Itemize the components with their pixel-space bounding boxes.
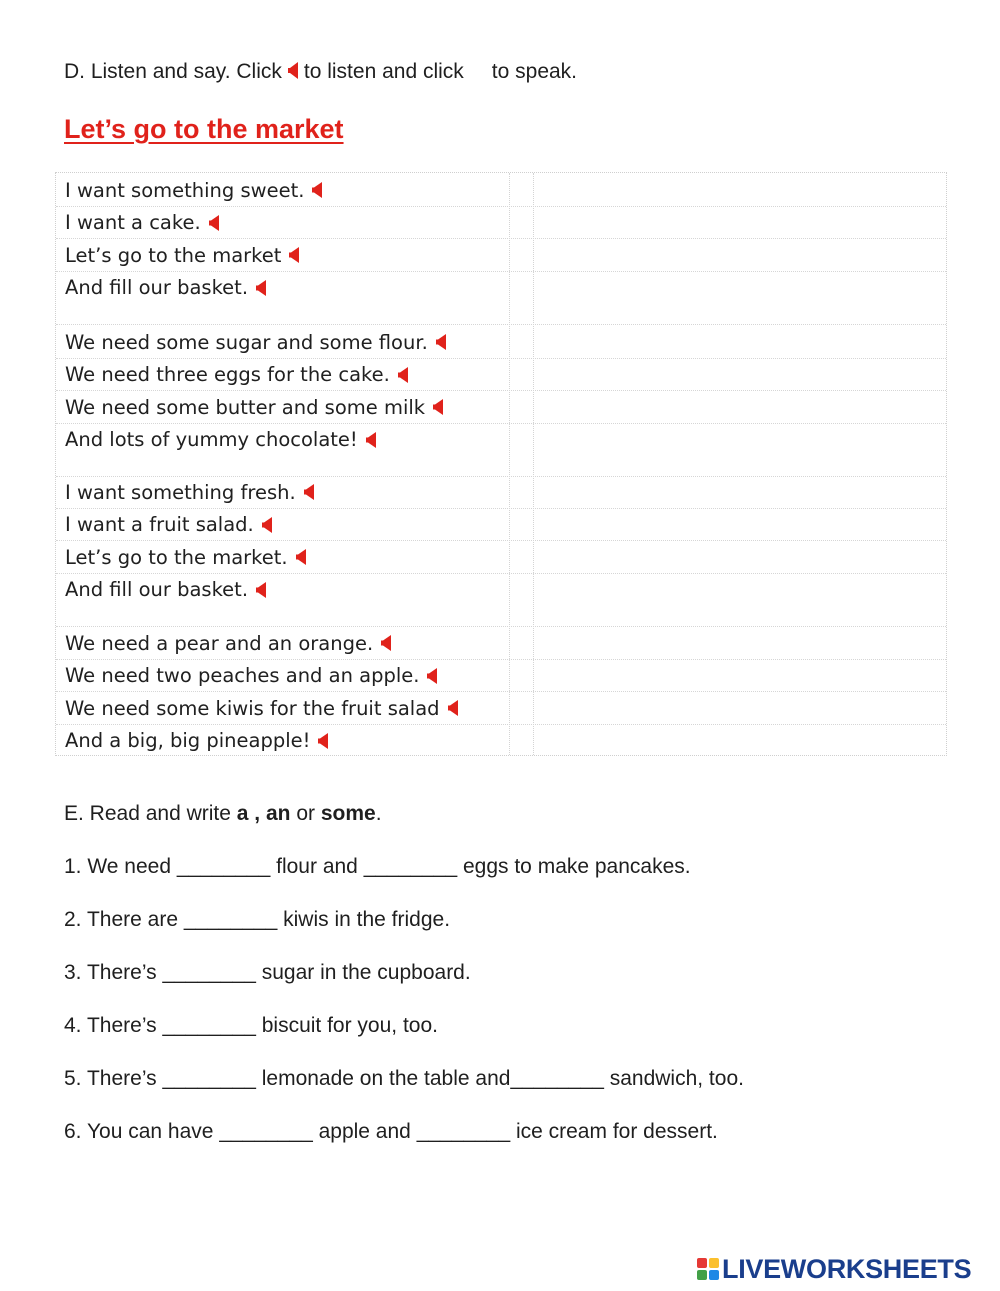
- answer-blank[interactable]: ________: [183, 908, 278, 931]
- song-row: [56, 573, 946, 628]
- exercise-text: 2. There are: [64, 908, 184, 931]
- song-line-text: We need a pear and an orange.: [65, 631, 374, 655]
- exercise-text: sugar in the cupboard.: [255, 961, 471, 984]
- song-line: [65, 576, 266, 604]
- song-line-text: We need some sugar and some flour.: [65, 330, 428, 354]
- exercise-text: 1. We need: [64, 855, 177, 878]
- exercise-text: lemonade on the table and: [255, 1067, 511, 1090]
- exercise-text: 6. You can have: [64, 1120, 220, 1143]
- speaker-icon[interactable]: [304, 484, 314, 500]
- exercise-sentence: [64, 1120, 718, 1144]
- song-row: [56, 540, 946, 574]
- song-line-text: I want something sweet.: [65, 178, 305, 202]
- speaker-icon[interactable]: [433, 399, 443, 415]
- song-line: [65, 662, 437, 690]
- song-line-text: We need three eggs for the cake.: [65, 363, 390, 386]
- song-line-text: We need some butter and some milk: [65, 395, 426, 419]
- exercise-text: ice cream for dessert.: [510, 1120, 718, 1143]
- song-line-text: I want a fruit salad.: [65, 513, 254, 536]
- song-line-text: I want something fresh.: [65, 480, 296, 504]
- song-line: [65, 511, 272, 539]
- song-line: [65, 209, 219, 237]
- speaker-icon[interactable]: [256, 280, 266, 296]
- song-line-text: Let’s go to the market: [65, 243, 282, 267]
- speaker-icon[interactable]: [296, 549, 306, 565]
- answer-blank[interactable]: ________: [510, 1067, 604, 1090]
- exercise-text: kiwis in the fridge.: [277, 908, 451, 931]
- answer-blank[interactable]: ________: [176, 855, 271, 878]
- logo-text: LIVEWORKSHEETS: [722, 1253, 972, 1284]
- song-row: [56, 206, 946, 240]
- section-e-period: .: [375, 802, 382, 825]
- exercise-text: biscuit for you, too.: [255, 1014, 438, 1037]
- speaker-icon[interactable]: [262, 517, 272, 533]
- answer-blank[interactable]: ________: [363, 855, 458, 878]
- section-e-instruction: [64, 802, 382, 826]
- song-line: [65, 274, 266, 302]
- song-table: [55, 172, 947, 756]
- exercise-sentence: [64, 908, 450, 932]
- speaker-icon[interactable]: [256, 582, 266, 598]
- song-title: Let’s go to the market: [64, 114, 344, 144]
- song-line: [65, 629, 391, 657]
- exercise-sentence: [64, 961, 471, 985]
- song-line: [65, 478, 314, 506]
- option-some: some: [320, 802, 376, 825]
- instruction-text-3: to speak.: [491, 60, 578, 83]
- exercise-sentence: [64, 1067, 744, 1091]
- answer-blank[interactable]: ________: [416, 1120, 511, 1143]
- song-row: [56, 508, 946, 542]
- song-row: [56, 325, 946, 359]
- option-or: or: [296, 802, 316, 825]
- song-line: [65, 543, 306, 571]
- option-an: an: [265, 802, 291, 825]
- speaker-icon[interactable]: [398, 367, 408, 383]
- instruction-text-1: D. Listen and say. Click: [64, 60, 282, 83]
- option-a: a ,: [236, 802, 261, 825]
- song-line-text: And fill our basket.: [65, 276, 249, 299]
- speaker-icon[interactable]: [209, 215, 219, 231]
- song-line-text: And lots of yummy chocolate!: [65, 428, 358, 451]
- song-line-text: Let’s go to the market.: [65, 545, 288, 569]
- exercise-text: sandwich, too.: [603, 1067, 744, 1090]
- logo-blocks-icon: [697, 1258, 719, 1280]
- song-line: [65, 426, 376, 454]
- song-row: [56, 626, 946, 660]
- speaker-icon[interactable]: [427, 668, 437, 684]
- song-line: [65, 361, 408, 389]
- exercise-text: eggs to make pancakes.: [457, 855, 691, 878]
- song-line: [65, 328, 446, 356]
- exercise-sentence: [64, 855, 691, 879]
- exercise-text: apple and: [312, 1120, 417, 1143]
- section-e-prefix: E. Read and write: [64, 802, 231, 825]
- song-row: [56, 475, 946, 509]
- speaker-icon[interactable]: [312, 182, 322, 198]
- song-row: [56, 423, 946, 478]
- exercise-text: 3. There’s: [64, 961, 163, 984]
- song-line-text: And a big, big pineapple!: [65, 729, 311, 752]
- song-row: [56, 173, 946, 207]
- exercise-text: 4. There’s: [64, 1014, 163, 1037]
- speaker-icon[interactable]: [289, 247, 299, 263]
- speaker-icon[interactable]: [448, 700, 458, 716]
- song-line: [65, 176, 322, 204]
- exercise-text: 5. There’s: [64, 1067, 163, 1090]
- exercise-text: flour and: [270, 855, 364, 878]
- song-line-text: I want a cake.: [65, 211, 201, 234]
- section-d-instruction: [64, 60, 577, 84]
- speaker-icon[interactable]: [436, 334, 446, 350]
- song-line: [65, 727, 328, 755]
- answer-blank[interactable]: ________: [162, 1067, 256, 1090]
- speaker-icon[interactable]: [381, 635, 391, 651]
- instruction-text-2: to listen and click: [303, 60, 464, 83]
- song-line: [65, 241, 299, 269]
- song-row: [56, 238, 946, 272]
- song-line-text: And fill our basket.: [65, 578, 249, 601]
- speaker-icon[interactable]: [318, 733, 328, 749]
- song-row: [56, 724, 946, 757]
- exercise-sentence: [64, 1014, 438, 1038]
- song-row: [56, 659, 946, 693]
- answer-blank[interactable]: ________: [162, 1014, 256, 1037]
- song-line-text: We need two peaches and an apple.: [65, 664, 420, 687]
- song-row: [56, 358, 946, 392]
- answer-blank[interactable]: ________: [219, 1120, 313, 1143]
- song-row: [56, 691, 946, 725]
- liveworksheets-logo: [697, 1252, 971, 1286]
- speaker-icon[interactable]: [366, 432, 376, 448]
- speaker-icon[interactable]: [288, 62, 298, 79]
- song-row: [56, 271, 946, 326]
- song-row: [56, 390, 946, 424]
- song-line-text: We need some kiwis for the fruit salad: [65, 696, 440, 720]
- answer-blank[interactable]: ________: [162, 961, 256, 984]
- song-line: [65, 694, 458, 722]
- song-line: [65, 393, 443, 421]
